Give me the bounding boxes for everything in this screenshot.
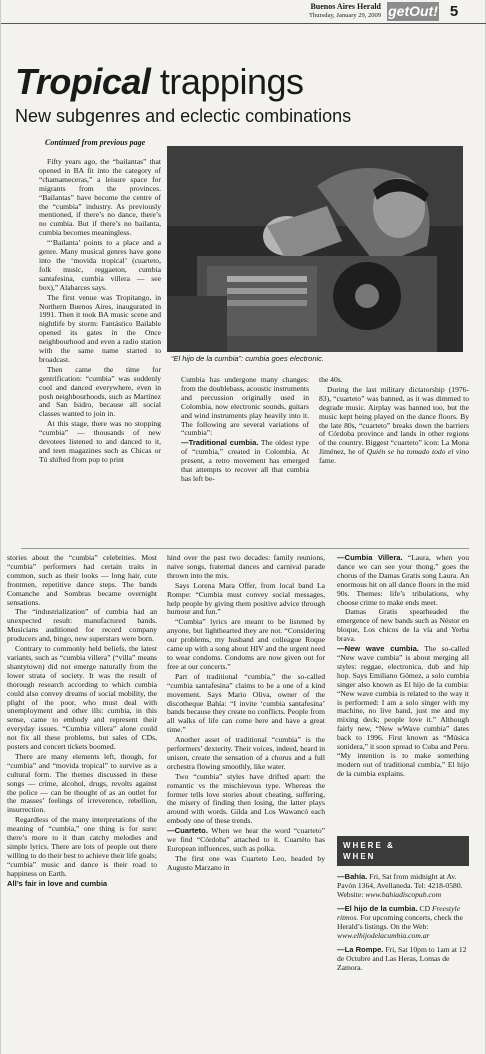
paragraph [181, 439, 309, 484]
paragraph-text: The oldest type of “cumbia,” created in Colombia. At present, a retro movement has emerged that attempts to recover all that cumbia has left be- [181, 438, 309, 483]
listing-entry [337, 904, 469, 940]
headline-rest: trappings [150, 61, 304, 102]
paragraph: Says Lorena Mara Offer, from local band La Rompe: “Cumbia must convey social messages, help people by giving them positive advice through humour and fun.” [167, 580, 325, 617]
paper-name: Buenos Aires Herald [310, 2, 381, 11]
paragraph: “Cumbia” lyrics are meant to be listened by anyone, but lighthearted they are not. “Considering our problems, my husband and colleague Roque came up with a song about HIV and the urgent need to wear condoms. Condoms are now given out for free at our concerts.” [167, 617, 325, 671]
listing-text: Fri, Sat from midnight at Av. Pavón 1364, Avellaneda. Tel: 4218-0580. Website: [337, 872, 463, 899]
paragraph: Damas Gratis spearheaded the emergence of new bands such as Néstor en bloque, Los chicos de la vía and Yerba brava. [337, 607, 469, 644]
listing-text: For upcoming concerts, check the Herald’s listings. On the Web: [337, 913, 463, 931]
paragraph [337, 645, 469, 779]
subgenre-label: —Cumbia Villera. [337, 554, 403, 562]
listing-website: www.elhijodelacumbia.com.ar [337, 931, 430, 940]
headline-italic: Tropical [15, 61, 151, 102]
column-3-bottom [337, 554, 469, 832]
subheadline: New subgenres and eclectic combinations [15, 106, 352, 126]
page-header [1, 0, 486, 24]
column-1-top [39, 158, 161, 544]
paragraph: Regardless of the many interpretations of the meaning of “cumbia,” one thing is for sure: there’s more to it than catchy melodies and simple lyrics. There are lots of people out there willing to do their best to achieve their life goals; “cumbia” music and dance is their road to happiness on Earth. [7, 815, 157, 878]
paragraph: There are many elements left, though, for “cumbia” and “movida tropical” to survive as a cultural form. The themes discussed in these songs — crime, alcohol, drugs, revolts against the police — can be thought of as an outlet for the masses’ feelings of irreverence, rebellion, insurrection. [7, 751, 157, 815]
listing-entry [337, 872, 469, 899]
paragraph-text: When we hear the word “cuarteto” we find “Córdoba” attached to it. Cuartéto has European influences, such as polka. [167, 826, 325, 853]
paragraph: Then came the time for gentrification: “cumbia” was suddenly cool and danced everywhere, even in posh neighbourhoods, such as Martínez and San Isidro, because all social classes wanted to join in. [39, 364, 161, 419]
listing-text: CD [417, 904, 432, 913]
subgenre-label: —Traditional cumbia. [181, 438, 259, 448]
paragraph-text: fame. [319, 456, 337, 466]
where-when-title-line: WHERE & [343, 841, 395, 850]
paragraph-text: “Laura, when you dance we can see your thong,” goes the chorus of the Damas Gratis song Laura. An enormous hit on all dance floors in the mid 90s. Themes: life’s tribulations, why choose crime to make ends meet. [337, 554, 469, 607]
paragraph: Fifty years ago, the “bailantas” that opened in BA fit into the category of “chamameceras,” a leisure space for migrants from the provinces. “Bailantas” have become the centre of the “cumbia” industry. As previously mentioned, if there’s no dance, there’s no cumbia. But if there’s no bailanta, cumbia becomes meaningless. [39, 158, 161, 238]
column-2-top [181, 376, 309, 544]
paragraph [319, 386, 469, 466]
paragraph: At this stage, there was no stopping “cumbia” — thousands of new devotees listened to and danced to it, and teen magazines such as Chicas or Tú shifted from pop to print [39, 419, 161, 464]
where-when-title-line: WHEN [343, 852, 376, 861]
paragraph [337, 554, 469, 607]
where-when-listings [337, 866, 469, 972]
subgenre-label: —New wave cumbia. [337, 644, 419, 654]
closing-line: All’s fair in love and cumbia [7, 878, 108, 888]
paragraph-text: The so-called “New wave cumbia” is about merging all styles: reggae, electronica, dub and hip hop. Says Emiliano Gómez, a solo cumbia singer also known as El hijo de la cumbia: “New wave cumbia is related to the way it is performed: I am a solo singer with my machine, no live band, just me and my mixing deck; people love it.” Although fairly new, “New wWave cumbia” dates back to 1996. First known as “Música sonidera,” it soon spread to Cuba and Peru. “My intention is to make something modern out of traditional cumbia,” El hijo de la cumbia explains. [337, 644, 469, 778]
where-when-title [337, 836, 469, 866]
continued-label: Continued from previous page [45, 138, 146, 147]
paragraph-text: During the last military dictatorship (1976-83), “cuarteto” was banned, as it was dimmed to degrade music. Airplay was banned too, but the music kept being played on the dance floors. By the late 80s, “cuarteto” breaks down the barriers of Córdoba province and lands in other regions of the country. Biggest “cuarteto” icon: La Mona Jiménez, he of [319, 384, 469, 457]
paragraph: The “industrialization” of cumbia had an unexpected result: manufactured bands. Musicians auditioned for record company producers and, bingo, new superstars were born. [7, 607, 157, 644]
subgenre-label: —Cuarteto. [167, 826, 208, 836]
listing-name: —Bahía. [337, 872, 368, 881]
page-number: 5 [449, 3, 459, 20]
listing-name: —La Rompe. [337, 945, 384, 954]
listing-website: www.bahiadiscopub.com [365, 890, 442, 899]
dj-photo [167, 146, 463, 352]
paragraph: hind over the past two decades: family reunions, naive songs, fraternal dances and carnival parade thrown into the mix. [167, 554, 325, 580]
paragraph: the 40s. [319, 376, 343, 384]
song-title: Quién se ha tomado todo el vino [366, 447, 469, 457]
section-divider [21, 548, 469, 549]
paragraph [167, 827, 325, 854]
photo-caption: “El hijo de la cumbia”: cumbia goes electronic. [171, 354, 324, 363]
paragraph: The first venue was Tropitango, in Northern Buenos Aires, inaugurated in 1991. Then it took BA music scene and nightlife by storm: Fantástico Bailable opened its gates in the Once neighbourhood and even a radio station with the same name started to broadcast. [39, 292, 161, 364]
paragraph: Cumbia has undergone many changes: from the doublebass, acoustic instruments and percussion originally used in Colombia, now electronic sounds, guitars and wind instruments play heavily into it. The following are several variations of “cumbia”: [181, 376, 309, 438]
paragraph: Part of traditional “cumbia,” the so-called “cumbia santafesina” claims to be a one of a kind movement. Says Mario Oliva, owner of the discotheque Bahía: “I invite ‘cumbia santafesina’ bands because they create no conflicts. People from all walks of life can come here and have a great time.” [167, 671, 325, 735]
listing-name: —El hijo de la cumbia. [337, 904, 418, 913]
section-tab: getOut! [388, 3, 438, 19]
column-3-top [319, 376, 469, 544]
paragraph: Contrary to commonly held beliefs, the latest variants, such as “cumbia villera” (“villa” means shantytown) did not emerge naturally from the lower strata of society. It was the result of thorough research according to which cumbia could also convey dreams of social mobility, the plight of the poor, who must deal with unemployment and other ills: cumbia, in this sense, came to embody and represent their everyday issues. “Cumbia villera” alone could not fix all these problems, but sales of CDs, posters and concert tickets boomed. [7, 644, 157, 752]
issue-date: Thursday, January 29, 2009 [309, 12, 381, 19]
column-1-bottom [7, 554, 157, 1050]
where-when-box [337, 836, 469, 977]
paragraph: stories about the “cumbia” celebrities. Most “cumbia” performers had certain traits in common, such as their looks — long hair, cute frontmen, repetitive dance steps. The bands Comanche and Sombras became overnight sensations. [7, 554, 157, 607]
paragraph: The first one was Cuarteto Leo, headed by Augusto Marzano in [167, 853, 325, 872]
headline [15, 62, 475, 102]
paragraph: “‘Bailanta’ points to a place and a genre. Many musical genres have gone into the ‘movida tropical’ (cuarteto, folk music, reggaeton, cumbia santafesina, cumbia villera — see box),” Alabarces says. [39, 238, 161, 292]
listing-entry [337, 945, 469, 972]
paragraph: Two “cumbia” styles have drifted apart: the romantic vs the mischievous type. Whereas the former tells love stories about cheating, suffering, the misery of finding then losing, the latter plays around with words. Gilda and Los Wawancó each embody one of these trends. [167, 771, 325, 826]
listing-text: Fri, Sat 10pm to 1am at 12 de Octubre and Las Heras, Lomas de Zamora. [337, 945, 467, 972]
paragraph: Another asset of traditional “cumbia” is the performers’ dexterity. Their voices, indeed, heard in unison, create the sensation of a chorus and a full orchestra flowing smoothly, like water. [167, 735, 325, 771]
column-2-bottom [167, 554, 325, 1050]
dj-photo-illustration [167, 146, 463, 352]
listing-album: Freestyle ritmos. [337, 904, 460, 922]
